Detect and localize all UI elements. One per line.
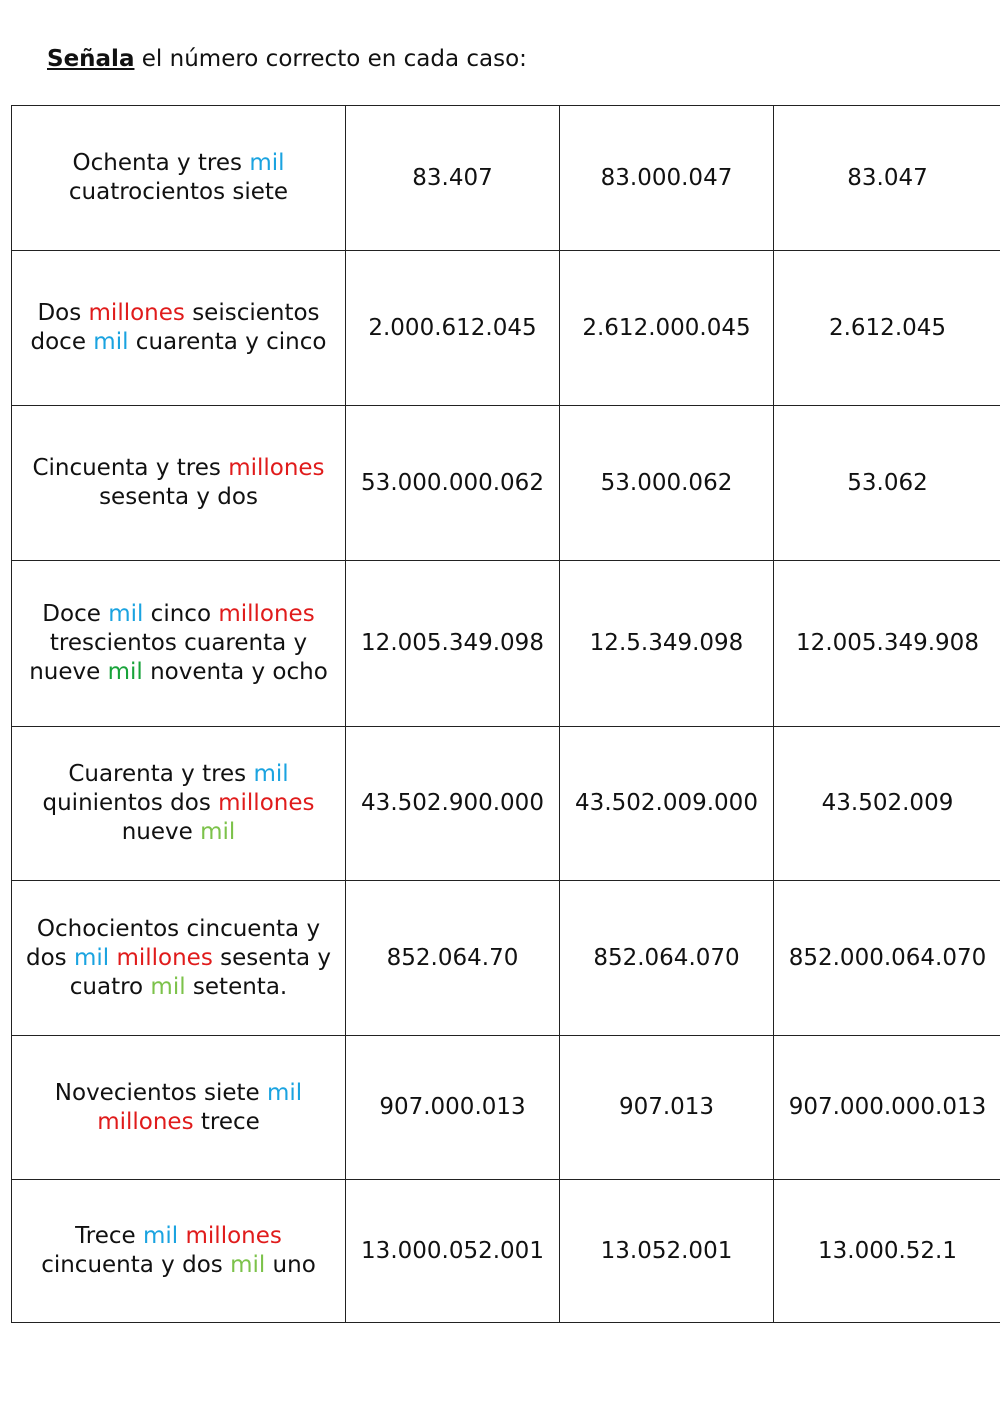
word-segment: sesenta y cuatro: [69, 944, 332, 1000]
highlighted-word: millones: [185, 1223, 282, 1249]
instruction-text: el número correcto en cada caso:: [134, 46, 527, 72]
exercise-table: [11, 105, 1000, 1323]
answer-option-3[interactable]: 53.062: [774, 406, 1000, 561]
word-segment: Dos: [37, 300, 89, 326]
table-row: [12, 727, 1000, 881]
highlighted-word: mil: [107, 659, 143, 685]
answer-option-3[interactable]: 907.000.000.013: [774, 1036, 1000, 1180]
answer-option-2[interactable]: 907.013: [560, 1036, 774, 1180]
answer-option-3[interactable]: 2.612.045: [774, 251, 1000, 406]
answer-option-2[interactable]: 12.5.349.098: [560, 561, 774, 727]
word-segment: noventa y ocho: [142, 659, 328, 685]
highlighted-word: millones: [228, 455, 325, 481]
answer-option-2[interactable]: 53.000.062: [560, 406, 774, 561]
word-segment: Cuarenta y tres: [68, 761, 254, 787]
highlighted-word: mil: [150, 973, 186, 1000]
word-segment: Ochocientos cincuenta y dos: [25, 915, 321, 971]
word-segment: [178, 1223, 185, 1249]
answer-option-3[interactable]: 83.047: [774, 106, 1000, 251]
word-segment: sesenta y dos: [99, 484, 258, 510]
word-segment: Doce: [42, 601, 109, 627]
exercise-rows: [12, 106, 1000, 1323]
highlighted-word: mil: [200, 819, 236, 845]
answer-option-1[interactable]: 852.064.70: [346, 881, 560, 1036]
table-row: [12, 561, 1000, 727]
word-segment: seiscientos doce: [30, 300, 320, 355]
table-row: [12, 106, 1000, 251]
number-words-cell: [12, 406, 346, 561]
highlighted-word: mil: [253, 761, 289, 787]
number-words-cell: [12, 881, 346, 1036]
answer-option-3[interactable]: 13.000.52.1: [774, 1180, 1000, 1323]
highlighted-word: mil: [249, 150, 285, 176]
word-segment: cincuenta y dos: [41, 1252, 231, 1278]
word-segment: Ochenta y tres: [72, 150, 250, 176]
highlighted-word: mil: [108, 601, 144, 627]
highlighted-word: mil: [73, 944, 110, 971]
number-words-cell: [12, 251, 346, 406]
answer-option-3[interactable]: 852.000.064.070: [774, 881, 1000, 1036]
highlighted-word: mil: [143, 1223, 179, 1249]
table-row: [12, 406, 1000, 561]
answer-option-2[interactable]: 13.052.001: [560, 1180, 774, 1323]
table-row: [12, 1036, 1000, 1180]
highlighted-word: millones: [97, 1108, 194, 1135]
number-words-cell: [12, 727, 346, 881]
number-words-cell: [12, 106, 346, 251]
word-segment: uno: [265, 1252, 316, 1278]
answer-option-3[interactable]: 43.502.009: [774, 727, 1000, 881]
word-segment: Novecientos siete: [54, 1079, 267, 1106]
number-words-cell: [12, 1036, 346, 1180]
table-row: [12, 251, 1000, 406]
word-segment: cuatrocientos siete: [68, 179, 289, 205]
word-segment: cinco: [143, 601, 219, 627]
answer-option-1[interactable]: 12.005.349.098: [346, 561, 560, 727]
answer-option-3[interactable]: 12.005.349.908: [774, 561, 1000, 727]
highlighted-word: mil: [230, 1252, 266, 1278]
word-segment: quinientos dos: [42, 790, 219, 816]
word-segment: cuarenta y cinco: [128, 329, 327, 355]
word-segment: nueve: [121, 819, 201, 845]
answer-option-2[interactable]: 43.502.009.000: [560, 727, 774, 881]
word-segment: setenta.: [185, 973, 288, 1000]
answer-option-1[interactable]: 43.502.900.000: [346, 727, 560, 881]
word-segment: trece: [193, 1108, 260, 1135]
word-segment: trescientos cuarenta y nueve: [29, 630, 308, 685]
highlighted-word: mil: [93, 329, 129, 355]
answer-option-1[interactable]: 83.407: [346, 106, 560, 251]
answer-option-2[interactable]: 852.064.070: [560, 881, 774, 1036]
highlighted-word: millones: [218, 790, 315, 816]
instruction: [47, 46, 527, 72]
highlighted-word: mil: [267, 1079, 303, 1106]
table-row: [12, 1180, 1000, 1323]
answer-option-1[interactable]: 907.000.013: [346, 1036, 560, 1180]
answer-option-1[interactable]: 2.000.612.045: [346, 251, 560, 406]
answer-option-2[interactable]: 83.000.047: [560, 106, 774, 251]
number-words-cell: [12, 1180, 346, 1323]
word-segment: Cincuenta y tres: [32, 455, 229, 481]
number-words-cell: [12, 561, 346, 727]
highlighted-word: millones: [116, 944, 213, 971]
instruction-keyword: Señala: [47, 46, 135, 72]
highlighted-word: millones: [88, 300, 185, 326]
table-row: [12, 881, 1000, 1036]
answer-option-1[interactable]: 13.000.052.001: [346, 1180, 560, 1323]
highlighted-word: millones: [218, 601, 315, 627]
answer-option-2[interactable]: 2.612.000.045: [560, 251, 774, 406]
answer-option-1[interactable]: 53.000.000.062: [346, 406, 560, 561]
word-segment: Trece: [75, 1223, 144, 1249]
